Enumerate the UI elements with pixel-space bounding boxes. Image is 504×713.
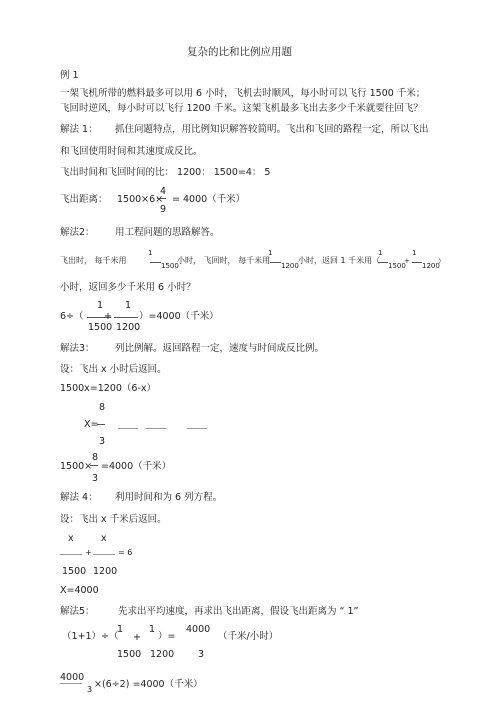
m5-last-den: 3: [87, 685, 93, 694]
m2-line1-part-b: 小时， 飞回时， 每千米用: [177, 256, 271, 265]
m3-eq-2-den: 3: [92, 473, 99, 484]
m3-eq-2-prefix: 1500×: [60, 461, 93, 472]
distance-label: 飞出距离：: [60, 194, 108, 205]
m5-eq-den-1: 1500: [117, 649, 142, 660]
m3-eq-1: 1500x=1200（6-x）: [60, 383, 157, 394]
m5-eq-den-2: 1200: [150, 649, 175, 660]
m2-eq-num-1: 1: [97, 300, 104, 311]
method-5-text: 先求出平均速度，再求出飞出距离，假设飞出距离为 “ 1”: [118, 606, 359, 617]
m4-num-1: x: [68, 533, 74, 544]
m2-frac4-bar: [412, 262, 422, 263]
distance-fraction-numerator: 4: [160, 186, 167, 197]
distance-result: = 4000（千米）: [172, 194, 246, 205]
method-5-label: 解法5：: [60, 606, 95, 617]
m2-close-paren: ）: [438, 257, 445, 265]
m5-eq-num-2: 1: [149, 624, 156, 635]
m4-eq-suffix: = 6: [118, 548, 133, 557]
example-label: 例 1: [60, 70, 79, 81]
m2-frac1-num: 1: [148, 249, 153, 257]
m2-frac4-den: 1200: [422, 262, 440, 270]
m4-plus: +: [85, 548, 92, 557]
m2-eq-bar-2: [114, 317, 138, 318]
m3-frac-num: 8: [99, 402, 106, 413]
m2-eq-num-2: 1: [125, 300, 132, 311]
m2-eq-suffix: ）=4000（千米）: [139, 311, 219, 322]
distance-fraction-denominator: 9: [160, 204, 167, 215]
m3-eq-2-suffix: =4000（千米）: [101, 461, 172, 472]
distance-fraction-bar: [157, 198, 166, 199]
m2-line1-part-c: 小时，返回 1 千米用（: [298, 256, 381, 265]
distance-expression: 1500×6×: [117, 194, 164, 205]
method-1-label: 解法 1：: [60, 124, 98, 135]
m5-eq-prefix: （1+1）÷（: [62, 631, 119, 642]
m2-eq-den-1: 1500: [88, 322, 113, 333]
method-1-text: 抓住问题特点，用比例知识解答较简明。飞出和飞回的路程一定，所以飞出: [115, 124, 429, 135]
m2-frac1-den: 1500: [161, 262, 179, 270]
method-4-label: 解法 4：: [60, 492, 98, 503]
doc-title: 复杂的比和比例应用题: [187, 46, 292, 58]
m4-den-1: 1500: [62, 566, 87, 577]
m5-eq-den-3: 3: [198, 649, 205, 660]
problem-line-2: 飞回时逆风，每小时可以飞行 1200 千米。这架飞机最多飞出去多少千米就要往回飞？: [60, 103, 423, 114]
m2-line-2: 小时，返回多少千米用 6 小时？: [60, 282, 196, 293]
m2-frac3-bar: [378, 262, 388, 263]
m2-frac3-num: 1: [378, 249, 383, 257]
m2-eq-plus: +: [104, 311, 112, 322]
method-4-text: 利用时间和为 6 列方程。: [115, 492, 223, 503]
method-2-text: 用工程问题的思路解答。: [115, 227, 220, 238]
m4-num-2: x: [101, 533, 107, 544]
m5-eq-num-1: 1: [117, 624, 124, 635]
m5-last-suffix: ×(6÷2) =4000（千米）: [94, 679, 203, 690]
m4-answer: X=4000: [60, 585, 99, 596]
m2-plus: +: [404, 257, 410, 265]
m5-unit: （千米/小时）: [218, 631, 279, 642]
m2-frac1-bar: [150, 262, 161, 263]
m3-eq-2-bar: [90, 465, 98, 466]
method-3-label: 解法3：: [60, 343, 95, 354]
m4-bar-2: [93, 554, 115, 555]
m2-frac3-den: 1500: [388, 262, 406, 270]
m2-eq-prefix: 6÷（: [60, 311, 84, 322]
m3-blank-2: [146, 428, 166, 429]
m3-x-eq: X=: [84, 419, 99, 430]
m2-eq-den-2: 1200: [116, 322, 141, 333]
m2-frac2-num: 1: [268, 249, 273, 257]
m2-frac4-num: 1: [412, 249, 417, 257]
m5-eq-plus: +: [133, 632, 141, 643]
m3-blank-3: [187, 428, 207, 429]
m3-eq-2-num: 8: [92, 452, 99, 463]
m4-let: 设：飞出 x 千米后返回。: [60, 514, 167, 525]
m4-bar-1: [60, 554, 82, 555]
m2-frac2-den: 1200: [281, 262, 299, 270]
m3-frac-den: 3: [99, 436, 106, 447]
problem-line-1: 一架飞机所带的燃料最多可以用 6 小时，飞机去时顺风，每小时可以飞行 1500 千米；: [60, 88, 426, 99]
m5-last-bar: [60, 683, 82, 684]
m3-blank-1: [118, 428, 138, 429]
ratio-line: 飞出时间和飞回时间的比： 1200： 1500=4： 5: [60, 167, 271, 178]
m3-frac-bar: [97, 424, 105, 425]
m2-line1-part-a: 飞出时， 每千米用: [60, 256, 127, 265]
m5-eq-num-3: 4000: [186, 624, 211, 635]
m4-den-2: 1200: [93, 566, 118, 577]
method-1-text-2: 和飞回使用时间和其速度成反比。: [60, 146, 203, 157]
m3-let: 设：飞出 x 小时后返回。: [60, 364, 167, 375]
m5-eq-mid: ）=: [158, 631, 176, 642]
m5-last-num: 4000: [60, 672, 85, 683]
method-3-text: 列比例解。返回路程一定，速度与时间成反比例。: [115, 343, 325, 354]
method-2-label: 解法2：: [60, 227, 95, 238]
m2-frac2-bar: [270, 262, 281, 263]
